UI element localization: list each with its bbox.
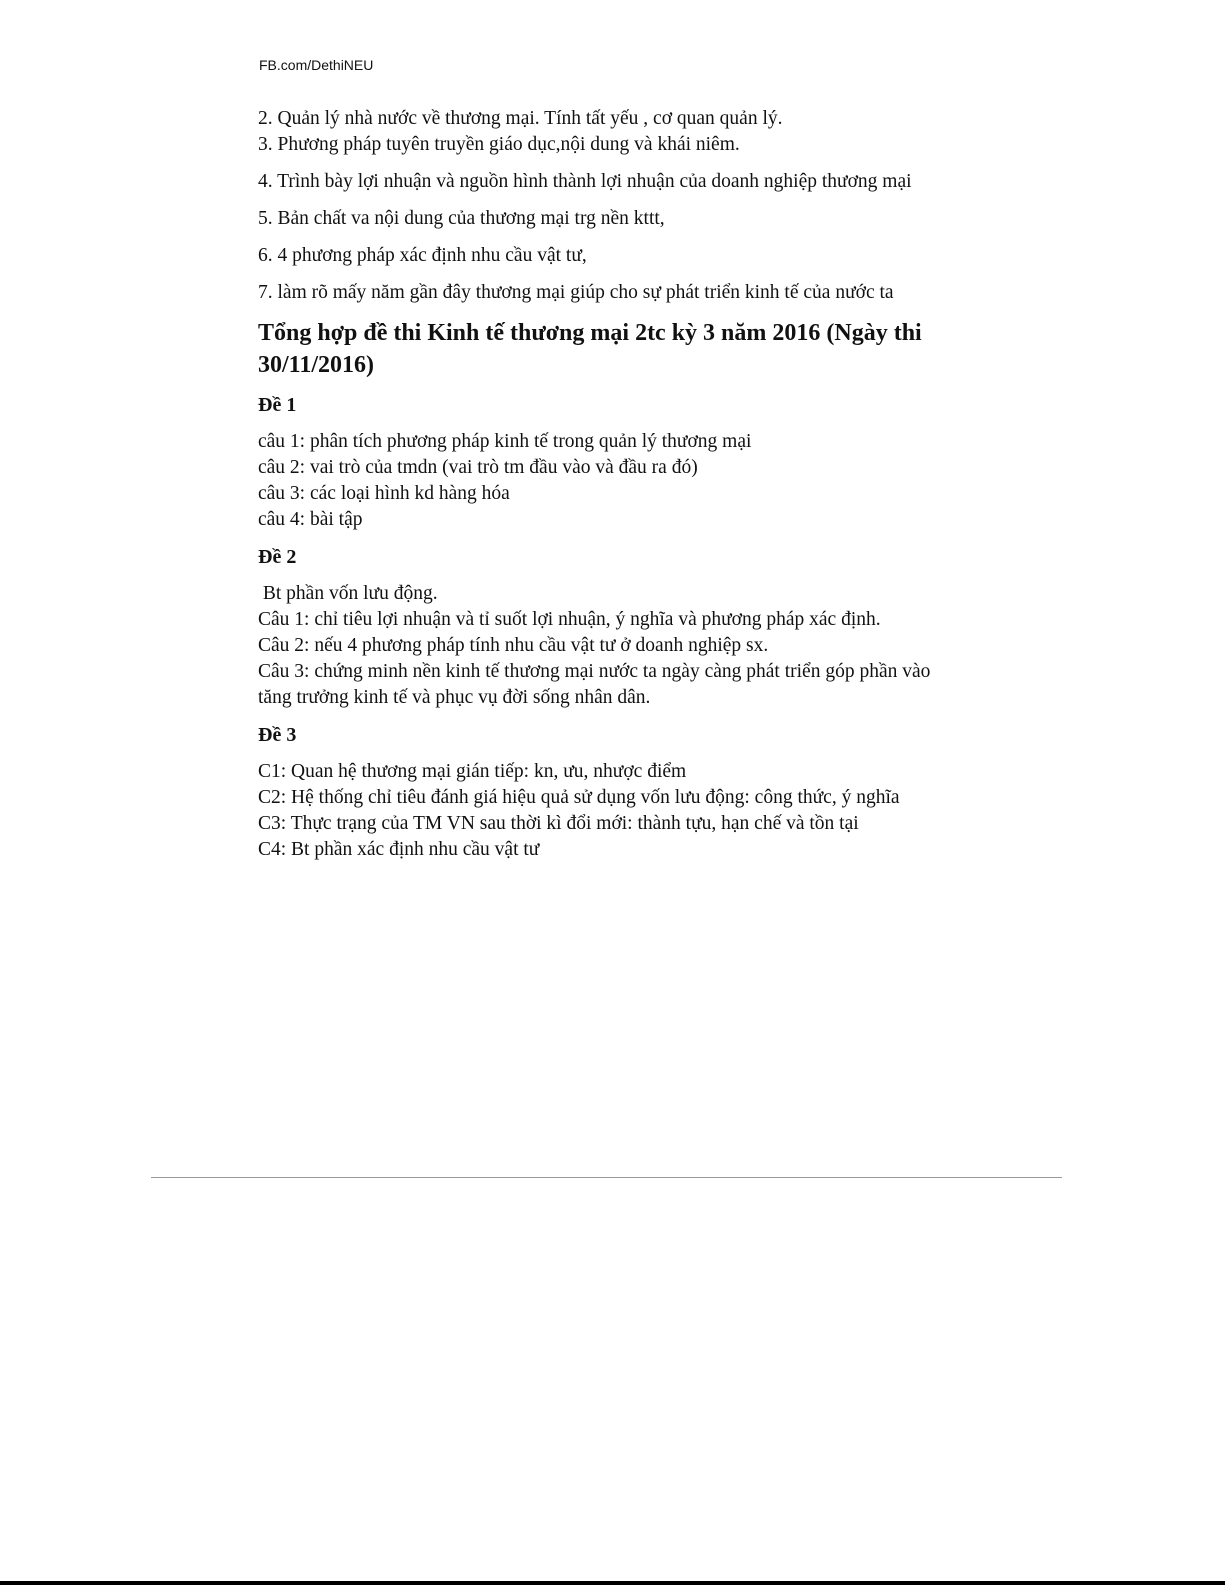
- exam-3-question: C2: Hệ thống chỉ tiêu đánh giá hiệu quả sử dụng vốn lưu động: công thức, ý nghĩa: [258, 787, 900, 808]
- exam-2-question: Câu 3: chứng minh nền kinh tế thương mại nước ta ngày càng phát triển góp phần vào tăng trưởng kinh tế và phục vụ đời sống nhân dân.: [258, 661, 931, 708]
- exam-3-label: Đề 3: [258, 724, 297, 746]
- exam-3-question: C4: Bt phần xác định nhu cầu vật tư: [258, 839, 540, 860]
- document-content: [258, 106, 958, 863]
- page-bottom-edge: [0, 1581, 1225, 1585]
- exam-2-label: Đề 2: [258, 546, 297, 568]
- exam-1-question: câu 4: bài tập: [258, 509, 363, 530]
- section-title: Tổng hợp đề thi Kinh tế thương mại 2tc kỳ 3 năm 2016 (Ngày thi 30/11/2016): [258, 320, 922, 378]
- intro-item: 4. Trình bày lợi nhuận và nguồn hình thành lợi nhuận của doanh nghiệp thương mại: [258, 171, 912, 192]
- intro-item: 2. Quản lý nhà nước về thương mại. Tính tất yếu , cơ quan quản lý.: [258, 108, 783, 129]
- intro-item: 6. 4 phương pháp xác định nhu cầu vật tư,: [258, 245, 587, 266]
- page-divider: [151, 1177, 1062, 1178]
- intro-item: 5. Bản chất va nội dung của thương mại trg nền kttt,: [258, 208, 665, 229]
- exam-2-question: Bt phần vốn lưu động.: [258, 583, 438, 604]
- exam-1-question: câu 2: vai trò của tmdn (vai trò tm đầu vào và đầu ra đó): [258, 457, 698, 478]
- intro-item: 7. làm rõ mấy năm gần đây thương mại giúp cho sự phát triển kinh tế của nước ta: [258, 282, 894, 303]
- exam-1-question: câu 3: các loại hình kd hàng hóa: [258, 483, 510, 504]
- exam-2-question: Câu 1: chỉ tiêu lợi nhuận và tỉ suốt lợi nhuận, ý nghĩa và phương pháp xác định.: [258, 609, 881, 630]
- intro-item: 3. Phương pháp tuyên truyền giáo dục,nội dung và khái niêm.: [258, 134, 740, 155]
- exam-3-question: C3: Thực trạng của TM VN sau thời kì đổi mới: thành tựu, hạn chế và tồn tại: [258, 813, 859, 834]
- exam-2-question: Câu 2: nếu 4 phương pháp tính nhu cầu vật tư ở doanh nghiệp sx.: [258, 635, 769, 656]
- exam-1-label: Đề 1: [258, 394, 297, 416]
- exam-3-question: C1: Quan hệ thương mại gián tiếp: kn, ưu, nhược điểm: [258, 761, 687, 782]
- page-header-source: FB.com/DethiNEU: [259, 57, 374, 73]
- exam-1-question: câu 1: phân tích phương pháp kinh tế trong quản lý thương mại: [258, 431, 752, 452]
